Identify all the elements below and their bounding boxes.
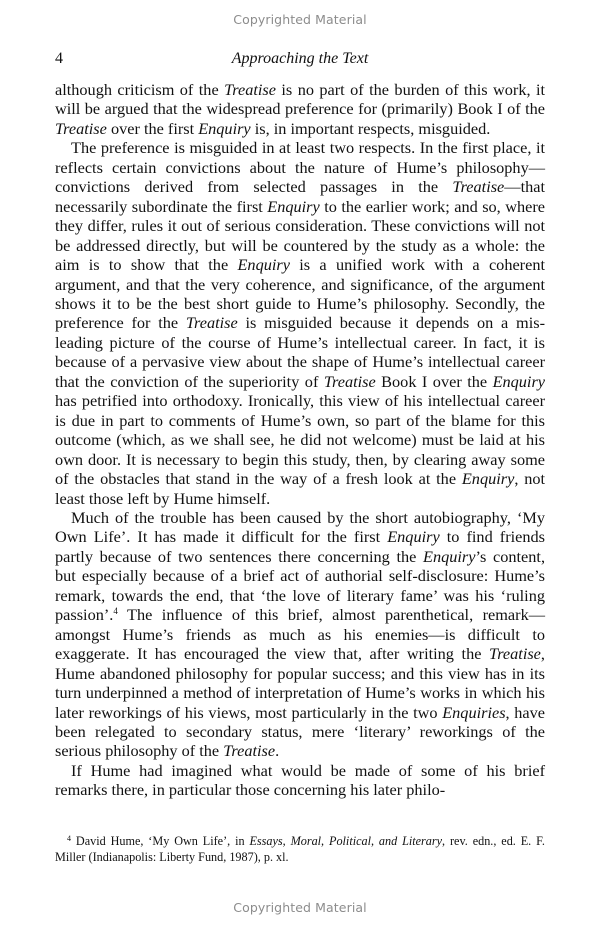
text-run: is no part of the burden of this work, it will be argued that the widespread preference for (primarily) Book I of the [55, 80, 546, 119]
text-run: David Hume, ‘My Own Life’, in [71, 834, 250, 848]
text-run: . [275, 741, 280, 761]
paragraph [55, 138, 545, 508]
paragraph [55, 508, 545, 761]
italic-text: Enquiries [442, 702, 506, 722]
italic-text: Enquiry [237, 255, 290, 275]
body-text [55, 80, 545, 800]
running-head: Approaching the Text [231, 50, 369, 67]
italic-text: Enquiry [198, 118, 251, 138]
text-run: to find friends partly because of two sentences there concerning the [55, 527, 545, 566]
italic-text: Enquiry [423, 546, 476, 566]
text-run: over the first [106, 118, 199, 138]
text-run: has petrified into orthodoxy. Ironically, this view of his intellectual career is due in part to comments of Hume’s own, so part of the blame for this outcome (which, as we shall see, he did not welcome) must be laid at his own door. It is necessary to begin this study, then, by clearing away some of the obstacles that stand in the way of a fresh look at the [55, 391, 545, 489]
copyright-watermark-bottom: Copyrighted Material [233, 900, 367, 915]
text-run: , Hume abandoned philosophy for popular success; and this view has in its turn underpinned a method of interpretation of Hume’s works in which his later reworkings of his views, most particularly in the two [55, 644, 545, 722]
italic-text: Enquiry [387, 527, 440, 547]
text-run: although criticism of the [55, 80, 225, 99]
text-run: , rev. edn., ed. E. F. Miller (Indianapolis: Liberty Fund, 1987), p. xl. [55, 834, 545, 864]
copyright-watermark-top: Copyrighted Material [233, 12, 367, 27]
italic-text: Enquiry [461, 469, 515, 489]
italic-text: Treatise [452, 177, 505, 197]
text-run: to the earlier work; and so, where they differ, rules it out of serious consideration. These convictions will not be addressed directly, but will be countered by the study as a whole: the aim is to show that the [55, 196, 545, 275]
italic-text: Enquiry [492, 371, 546, 391]
text-run: The influence of this brief, almost parenthetical, remark—amongst Hume’s friends as much as his enemies—is difficult to exaggerate. It has encouraged the view that, after writing the [55, 605, 545, 664]
page-number: 4 [55, 50, 63, 67]
italic-text: Treatise [323, 371, 376, 391]
text-run: is a unified work with a coherent argument, and that the very coherence, and significance, of the argument shows it to be the best short guide to Hume’s philosophy. Secondly, the preference for the [55, 255, 545, 333]
paragraph [55, 761, 545, 800]
text-run: If Hume had imagined what would be made of some of his brief remarks there, in particular those concerning his later philo- [55, 760, 545, 800]
page-header [55, 50, 545, 72]
italic-text: Treatise [223, 741, 276, 761]
text-run: is misguided because it depends on a misleading picture of the course of Hume’s intellectual career. In fact, it is because of a pervasive view about the shape of Hume’s intellectual career that the conviction of the superiority of [55, 313, 545, 391]
text-run: , have been relegated to secondary status, mere ‘literary’ reworkings of the serious philosophy of the [55, 702, 546, 761]
text-run: Much of the trouble has been caused by the short autobiography, ‘My Own Life’. It has made it difficult for the first [55, 507, 545, 547]
italic-text: Treatise [489, 644, 541, 664]
italic-text: Enquiry [267, 196, 320, 216]
italic-text: Treatise [185, 313, 238, 333]
text-run: is, in important respects, misguided. [250, 118, 491, 138]
footnote [55, 833, 545, 865]
text-run: —that necessarily subordinate the first [55, 177, 545, 216]
footnote-marker: 4 [113, 606, 118, 617]
text-run: Book I over the [375, 371, 493, 391]
footnote-marker: 4 [67, 834, 71, 843]
italic-text: Treatise [224, 80, 276, 99]
italic-text: Treatise [55, 118, 107, 138]
paragraph [55, 80, 545, 138]
text-run: ’s content, but especially because of a brief act of authorial self-disclosure: Hume’s remark, towards the end, that ‘the love of literary fame’ was his ‘ruling passion’. [55, 546, 546, 625]
text-run: The preference is misguided in at least two respects. In the first place, it reflects certain convictions about the nature of Hume’s philosophy—convictions derived from selected passages in the [55, 138, 545, 197]
italic-text: Essays, Moral, Political, and Literary [249, 834, 443, 848]
text-run: , not least those left by Hume himself. [55, 469, 545, 508]
